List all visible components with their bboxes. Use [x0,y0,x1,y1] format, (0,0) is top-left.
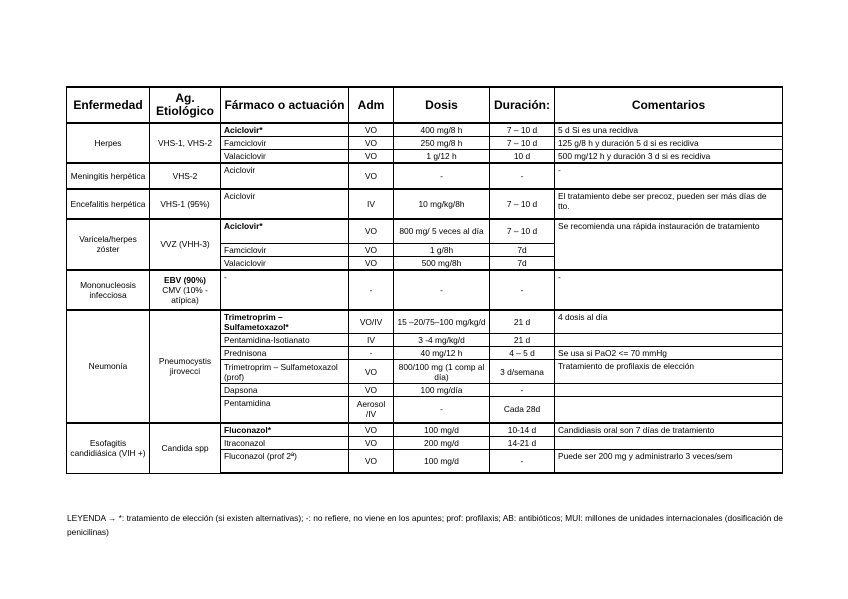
dose-cell: - [394,397,490,423]
dose-cell: 15 –20/75–100 mg/kg/d [394,310,490,334]
header-dosis: Dosis [394,87,490,123]
disease-cell: Meningitis herpética [67,163,150,189]
comment-cell: - [555,270,783,310]
duration-cell: - [490,449,555,473]
duration-cell: Cada 28d [490,397,555,423]
route-cell: VO [349,449,394,473]
drug-cell: Aciclovir* [221,219,349,243]
dose-cell: - [394,270,490,310]
drug-cell: Fluconazol (prof 2ª) [221,449,349,473]
comment-cell: - [555,163,783,189]
agent-ebv: EBV (90%) [164,274,206,285]
duration-cell: 7 – 10 d [490,189,555,219]
header-comentarios: Comentarios [555,87,783,123]
comment-cell [555,384,783,397]
header-enfermedad: Enfermedad [67,87,150,123]
comment-cell: Tratamiento de profilaxis de elección [555,360,783,384]
drug-cell: Valaciclovir [221,150,349,164]
route-cell: VO [349,137,394,150]
dose-cell: 100 mg/día [394,384,490,397]
legend-text: LEYENDA → *: tratamiento de elección (si existen alternativas); -: no refiere, no viene en los apuntes; prof: profilaxis; AB: antibióticos; MUI: millones de unidades internacionales (dosificación de penicilinas) [67,513,783,537]
route-cell: VO [349,423,394,437]
header-agente: Ag. Etiológico [150,87,221,123]
disease-cell: Mononucleosis infecciosa [67,270,150,310]
duration-cell: - [490,163,555,189]
route-cell: VO [349,436,394,449]
disease-cell: Encefalitis herpética [67,189,150,219]
table-row [67,189,783,219]
route-cell: Aerosol /IV [349,397,394,423]
comment-cell: Puede ser 200 mg y administrarlo 3 veces/sem [555,449,783,473]
drug-cell: Famciclovir [221,137,349,150]
drug-cell: Trimetroprim – Sulfametoxazol (prof) [221,360,349,384]
drug-cell: Prednisona [221,347,349,360]
comment-cell: Se recomienda una rápida instauración de tratamiento [555,219,783,270]
drug-cell: Pentamidina-Isotianato [221,334,349,347]
table-row [67,423,783,437]
table-row [67,123,783,137]
route-cell: IV [349,334,394,347]
drug-cell: Valaciclovir [221,256,349,270]
duration-cell: 4 – 5 d [490,347,555,360]
comment-cell: Candidiasis oral son 7 días de tratamiento [555,423,783,437]
duration-cell: - [490,384,555,397]
comment-cell: Se usa si PaO2 <= 70 mmHg [555,347,783,360]
drug-cell: - [221,270,349,310]
dose-cell: 200 mg/d [394,436,490,449]
dose-cell: - [394,163,490,189]
duration-cell: 7 – 10 d [490,137,555,150]
duration-cell: 21 d [490,310,555,334]
duration-cell: 7 – 10 d [490,219,555,243]
duration-cell: 14-21 d [490,436,555,449]
table-row [67,163,783,189]
drug-cell: Itraconazol [221,436,349,449]
table-row [67,310,783,334]
dose-cell: 500 mg/8h [394,256,490,270]
drug-cell: Aciclovir [221,163,349,189]
route-cell: VO [349,384,394,397]
agent-cell [150,270,221,310]
header-adm: Adm [349,87,394,123]
drug-cell: Aciclovir* [221,123,349,137]
drug-cell: Dapsona [221,384,349,397]
dose-cell: 10 mg/kg/8h [394,189,490,219]
agent-cell: VHS-2 [150,163,221,189]
duration-cell: 7d [490,256,555,270]
header-duracion: Duración: [490,87,555,123]
dose-cell: 100 mg/d [394,423,490,437]
duration-cell: 7d [490,243,555,256]
drug-cell: Trimetroprim – Sulfametoxazol* [221,310,349,334]
route-cell: VO [349,243,394,256]
duration-cell: 7 – 10 d [490,123,555,137]
drug-cell: Aciclovir [221,189,349,219]
drug-cell: Pentamidina [221,397,349,423]
dose-cell: 800 mg/ 5 veces al día [394,219,490,243]
route-cell: VO [349,219,394,243]
comment-cell: 125 g/8 h y duración 5 d si es recidiva [555,137,783,150]
duration-cell: 10 d [490,150,555,164]
header-farmaco: Fármaco o actuación [221,87,349,123]
duration-cell: 10-14 d [490,423,555,437]
agent-cell: Candida spp [150,423,221,474]
route-cell: VO [349,256,394,270]
duration-cell: 21 d [490,334,555,347]
agent-cell: VVZ (VHH-3) [150,219,221,270]
comment-cell: El tratamiento debe ser precoz, pueden ser más días de tto. [555,189,783,219]
comment-cell: 500 mg/12 h y duración 3 d si es recidiva [555,150,783,164]
drug-cell: Famciclovir [221,243,349,256]
table-row [67,270,783,310]
route-cell: VO [349,360,394,384]
comment-cell: 4 dosis al día [555,310,783,334]
agent-cmv: CMV (10% - atípica) [162,284,208,305]
comment-cell: 5 d Si es una recidiva [555,123,783,137]
disease-cell: Esofagitis candidiásica (VIH +) [67,423,150,474]
route-cell: VO [349,163,394,189]
disease-cell: Herpes [67,123,150,163]
disease-cell: Neumonía [67,310,150,423]
agent-cell: VHS-1 (95%) [150,189,221,219]
drug-cell: Fluconazol* [221,423,349,437]
dose-cell: 3 -4 mg/kg/d [394,334,490,347]
agent-cell: Pneumocystis jirovecci [150,310,221,423]
route-cell: - [349,347,394,360]
route-cell: VO [349,150,394,164]
route-cell: VO/IV [349,310,394,334]
dose-cell: 400 mg/8 h [394,123,490,137]
comment-cell [555,397,783,423]
dose-cell: 1 g/8h [394,243,490,256]
comment-cell [555,334,783,347]
disease-cell: Varicela/herpes zóster [67,219,150,270]
route-cell: - [349,270,394,310]
header-row [67,87,783,123]
dose-cell: 250 mg/8 h [394,137,490,150]
comment-cell [555,436,783,449]
agent-cell: VHS-1, VHS-2 [150,123,221,163]
route-cell: IV [349,189,394,219]
dose-cell: 1 g/12 h [394,150,490,164]
treatment-table [66,86,783,474]
table-row [67,219,783,243]
dose-cell: 800/100 mg (1 comp al día) [394,360,490,384]
duration-cell: - [490,270,555,310]
dose-cell: 100 mg/d [394,449,490,473]
duration-cell: 3 d/semana [490,360,555,384]
route-cell: VO [349,123,394,137]
dose-cell: 40 mg/12 h [394,347,490,360]
